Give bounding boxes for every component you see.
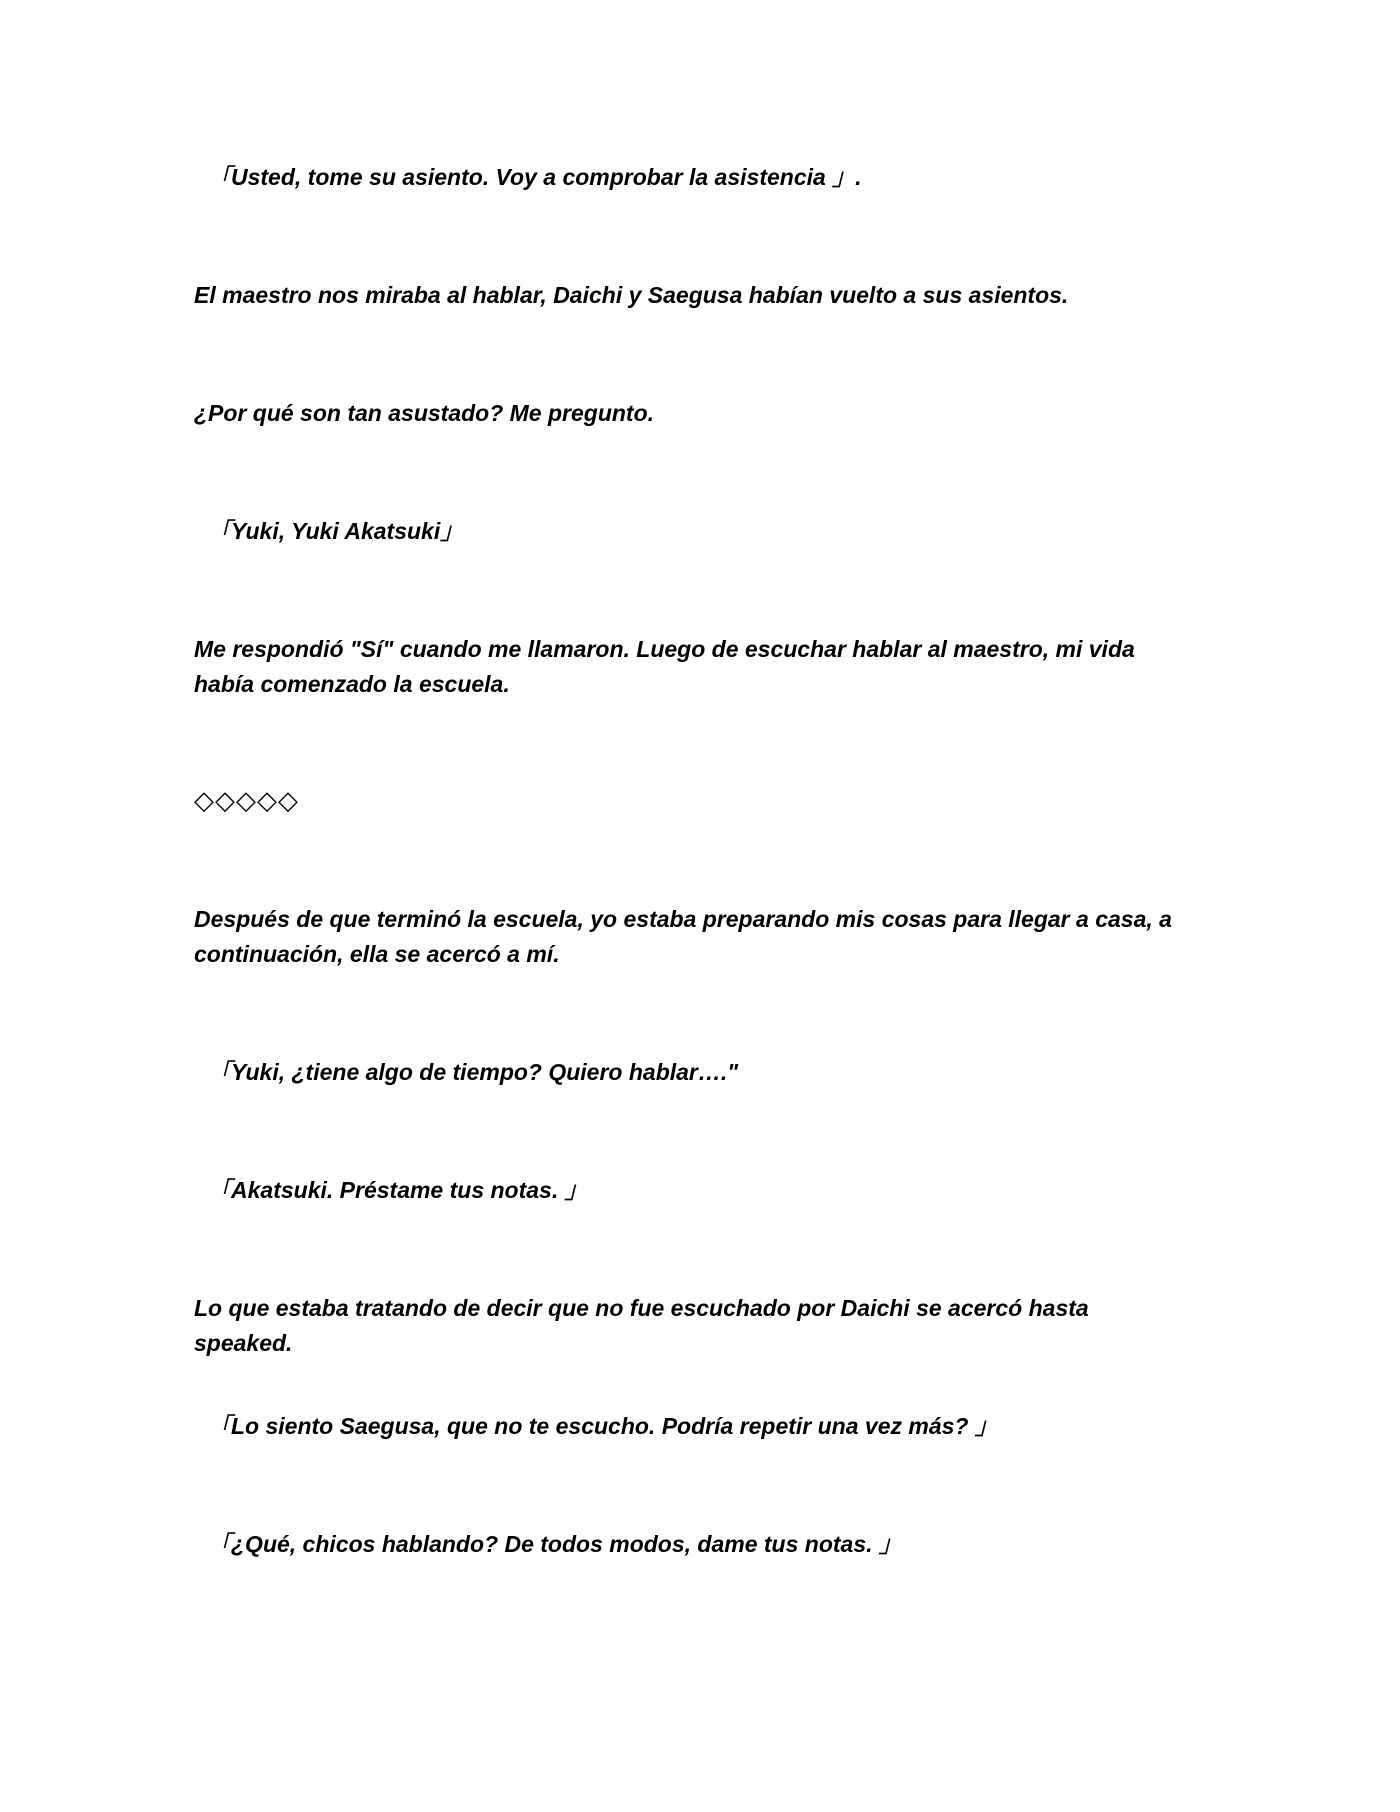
narration-paragraph-3: Me respondió "Sí" cuando me llamaron. Luego de escuchar hablar al maestro, mi vida había comenzado la escuela.: [194, 636, 1135, 697]
dialogue-line-3: 「Yuki, ¿tiene algo de tiempo? Quiero hablar….": [208, 1059, 739, 1085]
dialogue-line-1: 「Usted, tome su asiento. Voy a comprobar la asistencia 」.: [208, 164, 862, 190]
dialogue-line-4: 「Akatsuki. Préstame tus notas. 」: [208, 1177, 588, 1203]
narration-paragraph-4: Después de que terminó la escuela, yo estaba preparando mis cosas para llegar a casa, a continuación, ella se acercó a mí.: [194, 906, 1172, 967]
dialogue-line-6: 「¿Qué, chicos hablando? De todos modos, dame tus notas. 」: [208, 1531, 902, 1557]
dialogue-line-2: 「Yuki, Yuki Akatsuki」: [208, 518, 464, 544]
dialogue-line-5: 「Lo siento Saegusa, que no te escucho. Podría repetir una vez más? 」: [208, 1413, 998, 1439]
scene-separator: ◇◇◇◇◇: [194, 785, 299, 815]
narration-paragraph-2: ¿Por qué son tan asustado? Me pregunto.: [194, 400, 655, 426]
narration-paragraph-1: El maestro nos miraba al hablar, Daichi y Saegusa habían vuelto a sus asientos.: [194, 282, 1069, 308]
narration-paragraph-5: Lo que estaba tratando de decir que no fue escuchado por Daichi se acercó hasta speaked.: [194, 1295, 1089, 1356]
